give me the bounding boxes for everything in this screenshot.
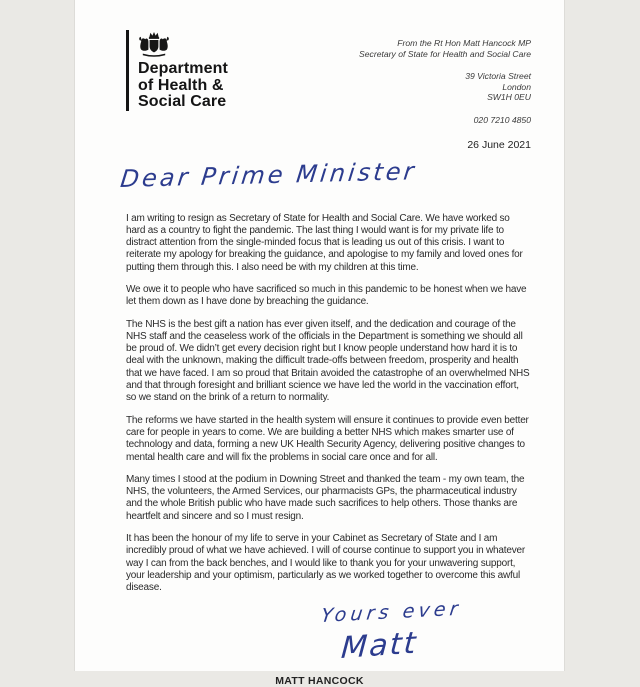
paragraph: It has been the honour of my life to serve in your Cabinet as Secretary of State and I am incredibly proud of what we have achieved. I will of course continue to support you in whatever way I can from the back benches, and I would like to thank you for your unwavering support, your leadership and your optimism, particularly as we worked together to overcome this awful disease.: [126, 533, 526, 594]
handwritten-signature: Matt: [339, 625, 419, 666]
paragraph: We owe it to people who have sacrificed so much in this pandemic to be honest when we have let them down as I have done by breaching the guidance.: [126, 283, 527, 308]
paragraph: I am writing to resign as Secretary of State for Health and Social Care. We have worked so hard as a country to fight the pandemic. The last thing I would want is for my private life to distract attention from the single-minded focus that is leading us out of this crisis. I want to reiterate my apology for breaking the guidance, and apologise to my family and loved ones for putting them through this. I also need be with my children at this time.: [126, 212, 523, 273]
letterhead: [126, 26, 531, 151]
sender-block: [359, 38, 531, 151]
royal-crest-icon: [138, 30, 170, 58]
closing-block: [126, 597, 531, 687]
paragraph: The NHS is the best gift a nation has ever given itself, and the dedication and courage of the NHS staff and the ceaseless work of the officials in the Department is something we should all be proud of. We didn’t get every decision right but I know people understand how hard it is to deal with the unknown, making the difficult trade-offs between freedom, prosperity and health that we have faced. I am so proud that Britain avoided the catastrophe of an overwhelmed NHS and that through foresight and brilliant science we have led the world in the vaccination effort, so we stand on the brink of a return to normality.: [126, 318, 530, 404]
signatory-name: MATT HANCOCK: [275, 674, 364, 687]
handwritten-salutation: Dear Prime Minister: [118, 156, 419, 193]
logo-text-line: Department: [138, 60, 228, 77]
paragraph: Many times I stood at the podium in Downing Street and thanked the team - my own team, the NHS, the volunteers, the Armed Services, our pharmacists GPs, the pharmaceutical industry and the whole British public who have made such sacrifices to help others. Those thanks are heartfelt and sincere and so I must resign.: [126, 473, 525, 522]
address-line: SW1H 0EU: [487, 92, 531, 102]
handwritten-valediction: Yours ever: [319, 597, 463, 627]
address-line: London: [502, 81, 531, 92]
from-line: Secretary of State for Health and Social Care: [359, 48, 531, 59]
logo-text-line: of Health &: [138, 76, 224, 94]
address-line: 39 Victoria Street: [465, 71, 531, 81]
letter-body: [126, 213, 531, 595]
dhsc-logo: [126, 30, 228, 111]
paragraph: The reforms we have started in the health system will ensure it continues to provide even better care for people in years to come. We are building a better NHS which makes smarter use of technology and data, forming a new UK Health Security Agency, delivering positive changes to mental health care and will fix the problems in social care once and for all.: [126, 414, 529, 463]
logo-text-line: Social Care: [138, 93, 227, 110]
letter-page: [74, 0, 565, 687]
from-line: From the Rt Hon Matt Hancock MP: [397, 38, 531, 48]
letter-date: 26 June 2021: [467, 139, 531, 151]
phone-number: 020 7210 4850: [473, 114, 531, 125]
